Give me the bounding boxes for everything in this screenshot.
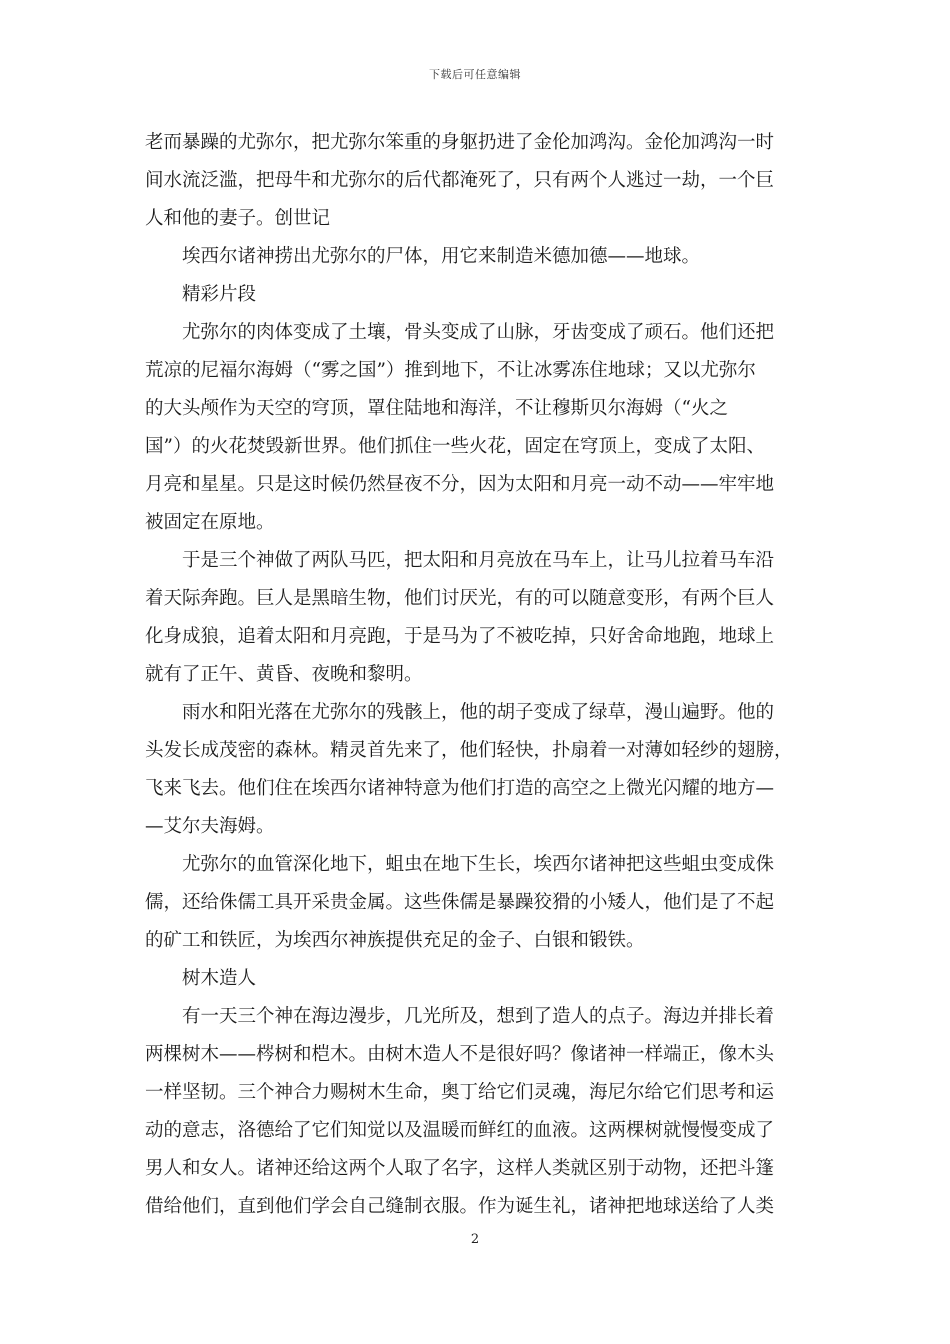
page-header: 下载后可任意编辑 [429,68,521,81]
text-line: 化身成狼，追着太阳和月亮跑，于是马为了不被吃掉，只好舍命地跑，地球上 [145,626,775,647]
text-line: 有一天三个神在海边漫步，几光所及，想到了造人的点子。海边并排长着 [182,1006,775,1027]
text-line: 就有了正午、黄昏、夜晚和黎明。 [145,664,423,685]
text-line: 雨水和阳光落在尤弥尔的残骸上，他的胡子变成了绿草，漫山遍野。他的 [182,702,775,723]
text-line: 借给他们，直到他们学会自己缝制衣服。作为诞生礼，诸神把地球送给了人类 [145,1196,775,1217]
text-line: 于是三个神做了两队马匹，把太阳和月亮放在马车上，让马儿拉着马车沿 [182,550,775,571]
document-body [145,124,807,1226]
text-line: 被固定在原地。 [145,512,275,533]
text-line: 人和他的妻子。创世记 [145,208,331,229]
text-line: 儒，还给侏儒工具开采贵金属。这些侏儒是暴躁狡猾的小矮人，他们是了不起 [145,892,775,913]
text-line: 着天际奔跑。巨人是黑暗生物，他们讨厌光，有的可以随意变形，有两个巨人 [145,588,775,609]
text-line: 动的意志，洛德给了它们知觉以及温暖而鲜红的血液。这两棵树就慢慢变成了 [145,1120,775,1141]
text-line: 一样坚韧。三个神合力赐树木生命，奥丁给它们灵魂，海尼尔给它们思考和运 [145,1082,775,1103]
text-line: 的大头颅作为天空的穹顶，罩住陆地和海洋，不让穆斯贝尔海姆（“火之 [145,398,728,419]
text-line: 荒凉的尼福尔海姆（“雾之国”）推到地下，不让冰雾冻住地球；又以尤弥尔 [145,360,756,381]
text-line: 月亮和星星。只是这时候仍然昼夜不分，因为太阳和月亮一动不动——牢牢地 [145,474,775,495]
text-line: 树木造人 [182,968,257,989]
text-line: —艾尔夫海姆。 [145,816,275,837]
page-number: 2 [470,1232,480,1247]
text-line: 尤弥尔的血管深化地下，蛆虫在地下生长，埃西尔诸神把这些蛆虫变成侏 [182,854,775,875]
text-line: 老而暴躁的尤弥尔，把尤弥尔笨重的身躯扔进了金伦加鸿沟。金伦加鸿沟一时 [145,132,775,153]
text-line: 男人和女人。诸神还给这两个人取了名字，这样人类就区别于动物，还把斗篷 [145,1158,775,1179]
text-line: 两棵树木——梣树和桤木。由树木造人不是很好吗？像诸神一样端正，像木头 [145,1044,775,1065]
text-line: 精彩片段 [182,284,257,305]
text-line: 飞来飞去。他们住在埃西尔诸神特意为他们打造的高空之上微光闪耀的地方— [145,778,775,799]
text-line: 头发长成茂密的森林。精灵首先来了，他们轻快，扑扇着一对薄如轻纱的翅膀， [145,740,793,761]
text-line: 国”）的火花焚毁新世界。他们抓住一些火花，固定在穹顶上，变成了太阳、 [145,436,765,457]
text-line: 埃西尔诸神捞出尤弥尔的尸体，用它来制造米德加德——地球。 [182,246,701,267]
text-line: 的矿工和铁匠，为埃西尔神族提供充足的金子、白银和锻铁。 [145,930,645,951]
text-line: 间水流泛滥，把母牛和尤弥尔的后代都淹死了，只有两个人逃过一劫，一个巨 [145,170,775,191]
text-line: 尤弥尔的肉体变成了土壤，骨头变成了山脉，牙齿变成了顽石。他们还把 [182,322,775,343]
